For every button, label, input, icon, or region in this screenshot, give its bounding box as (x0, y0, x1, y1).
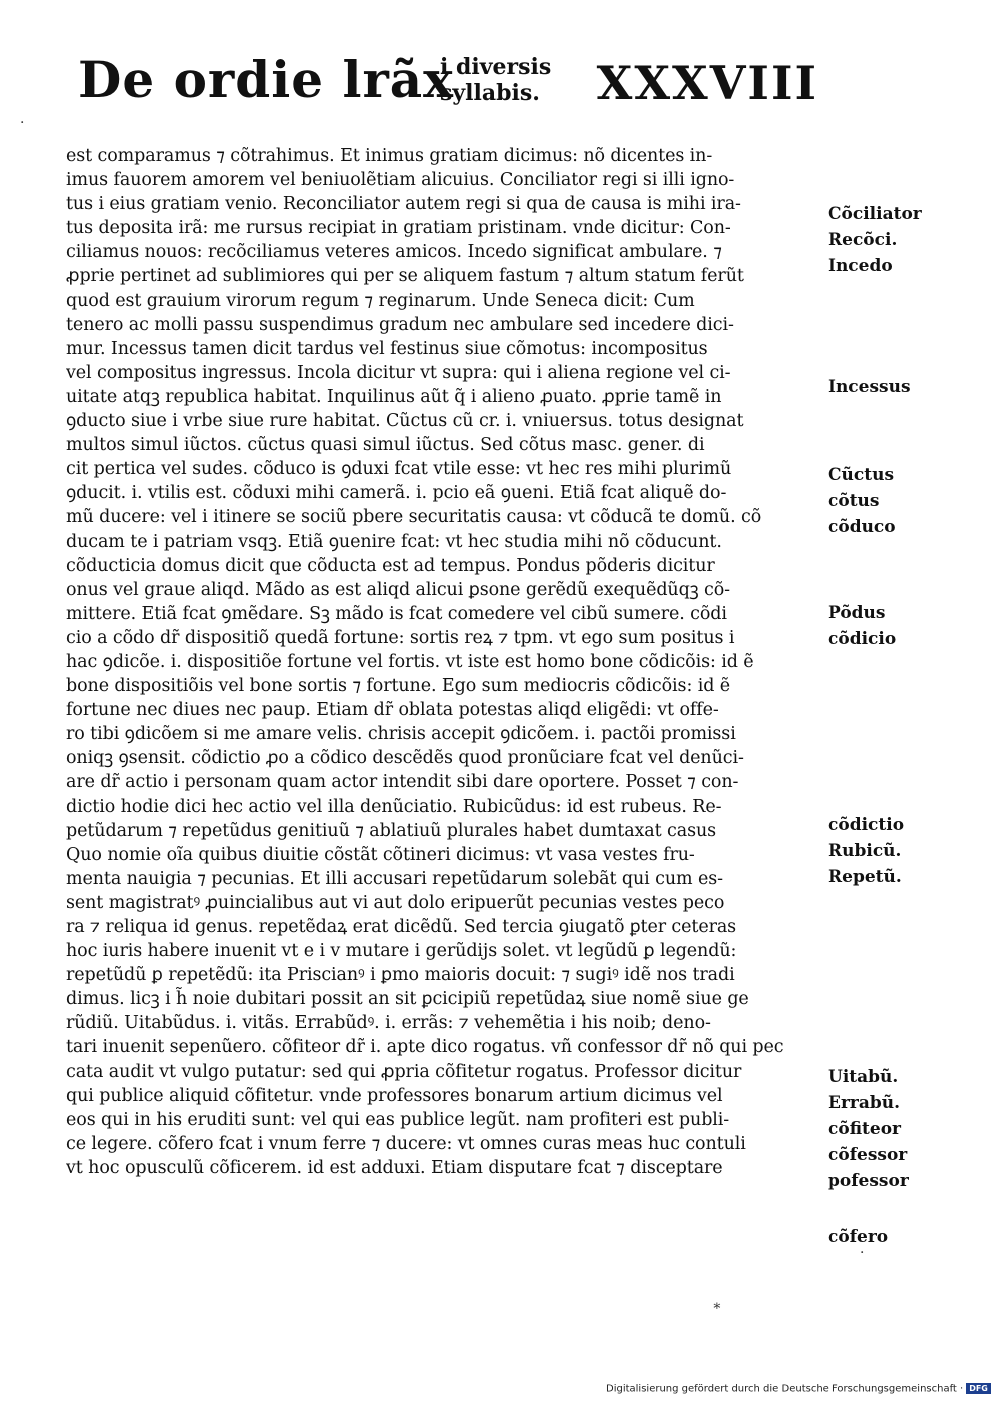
text-line: vel compositus ingressus. Incola dicitur vt supra: qui i aliena regione vel ci- (66, 362, 731, 383)
margin-note-line: cõfero (828, 1227, 889, 1247)
text-line: hoc iuris habere inuenit vt e i v mutare i gerũdijs solet. vt legũdũ ꝑ legendũ: (66, 941, 737, 962)
folio-number: XXXVIII (596, 56, 818, 110)
text-line: ꝯducto siue i vrbe siue rure habitat. Cũctus cũ cr. i. vniuersus. totus designat (66, 411, 744, 432)
text-line: imus fauorem amorem vel beniuolẽtiam alicuius. Conciliator regi si illi igno- (66, 170, 735, 191)
text-line: qui publice aliquid cõfitetur. vnde professores bonarum artium dicimus vel (66, 1085, 723, 1106)
text-line: ꝓprie pertinet ad sublimiores qui per se aliquem fastum ⁊ altum statum ferũt (66, 266, 744, 287)
text-line: ce legere. cõfero fcat i vnum ferre ⁊ ducere: vt omnes curas meas huc contuli (66, 1133, 746, 1154)
margin-note-line: Rubicũ. (828, 841, 902, 861)
text-line: mittere. Etiã fcat ꝯmẽdare. Sꝫ mãdo is fcat comedere vel cibũ sumere. cõdi (66, 603, 727, 624)
text-line: Quo nomie oĩa quibus diuitie cõstãt cõtineri dicimus: vt vasa vestes fru- (66, 844, 695, 865)
margin-note-line: Põdus (828, 603, 886, 623)
text-line: cit pertica vel sudes. cõduco is ꝯduxi fcat vtile esse: vt hec res mihi plurimũ (66, 459, 732, 480)
margin-note-3 (828, 462, 896, 540)
header-subtitle-line-1: i diversis (440, 54, 552, 80)
margin-note-line: Uitabũ. (828, 1067, 899, 1087)
running-header (78, 44, 818, 124)
text-line: eos qui in his eruditi sunt: vel qui eas publice legũt. nam profiteri est publi- (66, 1109, 730, 1130)
text-line: uitate atqꝫ republica habitat. Inquilinus aũt q̃ i alieno ꝓuato. ꝓprie tamẽ in (66, 386, 722, 407)
ink-speck: · (20, 115, 25, 131)
margin-note-line: cõtus (828, 491, 880, 511)
text-line: mur. Incessus tamen dicit tardus vel festinus siue cõmotus: incompositus (66, 338, 708, 359)
margin-note-2 (828, 374, 911, 400)
text-line: quod est grauium virorum regum ⁊ reginarum. Unde Seneca dicit: Cum (66, 290, 695, 311)
margin-note-line: Cõciliator (828, 204, 922, 224)
header-title: De ordie lrãx (78, 50, 454, 109)
margin-note-line: cõdicio (828, 629, 897, 649)
text-line: tus i eius gratiam venio. Reconciliator autem regi si qua de causa is mihi ira- (66, 194, 741, 215)
margin-note-7 (828, 1224, 888, 1250)
dfg-logo: DFG (966, 1383, 991, 1394)
text-line: petũdarum ⁊ repetũdus genitiuũ ⁊ ablatiuũ plurales habet dumtaxat casus (66, 820, 716, 841)
text-line: ꝯducit. i. vtilis est. cõduxi mihi camerã. i. pcio eã ꝯueni. Etiã fcat aliquẽ do- (66, 483, 727, 504)
text-line: cõducticia domus dicit que cõducta est ad tempus. Pondus põderis dicitur (66, 555, 715, 576)
text-line: repetũdũ ꝑ repetẽdũ: ita Priscianꝰ i ꝑmo maioris docuit: ⁊ sugiꝰ idẽ nos tradi (66, 965, 735, 986)
text-line: tenero ac molli passu suspendimus gradum nec ambulare sed incedere dici- (66, 314, 734, 335)
text-line: oniqꝫ ꝯsensit. cõdictio ꝓo a cõdico descẽdẽs quod pronũciare fcat vel denũci- (66, 748, 744, 769)
text-line: sent magistratꝰ ꝓuincialibus aut vi aut dolo eripuerũt pecunias vestes peco (66, 892, 725, 913)
margin-note-line: cõdictio (828, 815, 905, 835)
margin-note-line: Incessus (828, 377, 911, 397)
margin-note-line: Errabũ. (828, 1093, 901, 1113)
margin-note-line: pofessor (828, 1171, 909, 1191)
text-line: dimus. licꝫ i h̃ noie dubitari possit an sit ꝑcicipiũ repetũdaꝝ siue nomẽ siue ge (66, 989, 749, 1010)
text-line: vt hoc opusculũ cõficerem. id est adduxi. Etiam disputare fcat ⁊ disceptare (66, 1157, 723, 1178)
text-line: onus vel graue aliqd. Mãdo as est aliqd alicui ꝑsone gerẽdũ exequẽdũqꝫ cõ- (66, 579, 730, 600)
text-line: est comparamus ⁊ cõtrahimus. Et inimus gratiam dicimus: nõ dicentes in- (66, 146, 713, 166)
body-text (66, 144, 826, 1180)
text-line: multos simul iũctos. cũctus quasi simul iũctus. Sed cõtus masc. gener. di (66, 435, 705, 456)
text-line: ciliamus nouos: recõciliamus veteres amicos. Incedo significat ambulare. ⁊ (66, 242, 722, 263)
text-line: mũ ducere: vel i itinere se sociũ pbere securitatis causa: vt cõducã te domũ. cõ (66, 507, 762, 528)
margin-note-line: cõduco (828, 517, 896, 537)
ink-speck: · (860, 1245, 865, 1261)
text-line: are dr̃ actio i personam quam actor intendit sibi dare oportere. Posset ⁊ con- (66, 772, 739, 793)
text-line: ra ⁊ reliqua id genus. repetẽdaꝝ erat dicẽdũ. Sed tercia ꝯiugatõ ꝑter ceteras (66, 917, 737, 937)
text-line: bone dispositiõis vel bone sortis ⁊ fortune. Ego sum mediocris cõdicõis: id ẽ (66, 676, 731, 697)
margin-note-4 (828, 600, 896, 652)
margin-note-6 (828, 1064, 909, 1194)
margin-note-line: cõfiteor (828, 1119, 902, 1139)
margin-note-1 (828, 201, 922, 279)
text-line: tus deposita irã: me rursus recipiat in gratiam pristinam. vnde dicitur: Con- (66, 218, 731, 239)
margin-note-line: cõfessor (828, 1145, 908, 1165)
text-line: hac ꝯdicõe. i. dispositiõe fortune vel fortis. vt iste est homo bone cõdicõis: id ẽ (66, 651, 754, 672)
text-line: ducam te i patriam vsqꝫ. Etiã ꝯuenire fcat: vt hec studia mihi nõ cõducunt. (66, 531, 722, 552)
text-line: menta nauigia ⁊ pecunias. Et illi accusari repetũdarum solebãt qui cum es- (66, 868, 723, 889)
text-line: ro tibi ꝯdicõem si me amare velis. chrisis accepit ꝯdicõem. i. pactõi promissi (66, 724, 736, 745)
margin-note-line: Recõci. (828, 230, 898, 250)
margin-note-line: Incedo (828, 256, 893, 276)
margin-note-line: Cũctus (828, 465, 895, 485)
text-line: dictio hodie dici hec actio vel illa denũciatio. Rubicũdus: id est rubeus. Re- (66, 796, 722, 817)
margin-note-line: Repetũ. (828, 867, 902, 887)
text-line: cio a cõdo dr̃ dispositiõ quedã fortune: sortis reꝝ ⁊ tpm. vt ego sum positus i (66, 627, 735, 648)
footer-text: Digitalisierung gefördert durch die Deutsche Forschungsgemeinschaft · (606, 1383, 964, 1395)
text-line: fortune nec diues nec paup. Etiam dr̃ oblata potestas aliqd eligẽdi: vt offe- (66, 700, 719, 721)
text-line: rũdiũ. Uitabũdus. i. vitãs. Errabũdꝰ. i. errãs: ⁊ vehemẽtia i his noib; deno- (66, 1013, 711, 1034)
digitization-footer (606, 1383, 991, 1395)
header-subtitle-line-2: syllabis. (440, 80, 540, 106)
text-line: tari inuenit sepenũero. cõfiteor dr̃ i. apte dico rogatus. vñ confessor dr̃ nõ qui pec (66, 1037, 784, 1058)
ink-speck: ∗ (712, 1298, 722, 1314)
header-subtitle-stack (440, 54, 551, 106)
margin-note-5 (828, 812, 904, 890)
text-line: cata audit vt vulgo putatur: sed qui ꝓpria cõfitetur rogatus. Professor dicitur (66, 1061, 742, 1082)
